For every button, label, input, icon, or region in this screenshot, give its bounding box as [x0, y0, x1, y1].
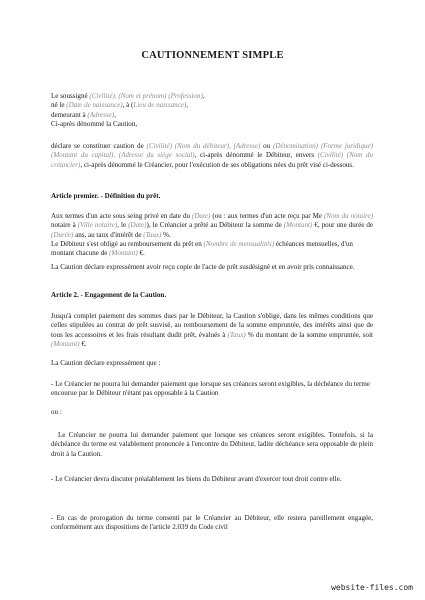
- article-2-paragraph-4: ou :: [51, 408, 62, 416]
- placeholder: (Nom du notaire): [323, 212, 374, 220]
- intro-block: [51, 92, 373, 130]
- article-1-paragraph-2: Le Débiteur s'est obligé au remboursement du prêt en (Nombre de mensualités) échéances mensuelles, d'un montant chacune de (Montant) €.: [51, 240, 353, 258]
- placeholder: (Montant): [283, 221, 313, 230]
- placeholder: (Civilité), (Nom et prénom) (Profession): [89, 92, 203, 100]
- article-1-paragraph-3: La Caution déclare expressément avoir reçu copie de l'acte de prêt susdésigné et en avoir pris connaissance.: [51, 263, 355, 271]
- article-2-paragraph-2: La Caution déclare expressément que :: [51, 359, 161, 367]
- declaration-paragraph: déclare se constituer caution de (Civilité) (Nom du débiteur), (Adresse) ou (Dénomination) (Forme juridique) (Montant du capital), (Adresse du siège social), ci-après dénommé le Débiteur, envers (Civilité) (Nom du créancier), ci-après dénommé le Créancier, pour l'exécution de ses obligations nées du prêt visé ci-dessous.: [51, 142, 374, 169]
- placeholder: (Date de naissance): [66, 101, 123, 110]
- placeholder: (Durée): [51, 230, 74, 239]
- article-1-heading: Article premier. - Définition du prêt.: [51, 192, 161, 200]
- placeholder: (Nombre de mensualités): [203, 240, 275, 248]
- placeholder: (Ville notaire): [77, 221, 118, 230]
- placeholder: (Adresse): [87, 110, 115, 119]
- article-2-paragraph-1: Jusqu'à complet paiement des sommes dues par le Débiteur, la Caution s'oblige, dans les mêmes conditions que celles stipulées au contrat de prêt susvisé, au remboursement de la somme empruntée, des intérêts ainsi que de tous les accessoires et les frais résultant dudit prêt, évalués à (Taux) % du montant de la somme empruntée, soit (Montant) €.: [51, 312, 373, 349]
- placeholder: (Montant): [109, 249, 138, 258]
- article-2-paragraph-7: - En cas de prorogation du terme consenti par le Créancier au Débiteur, elle restera pareillement engagée, conformément aux dispositions de l'article 2.039 du Code civil: [51, 514, 373, 532]
- article-2-paragraph-5: Le Créancier ne pourra lui demander paiement que lorsque ses créances seront exigibles. Toutefois, si la déchéance du terme est valablement prononcée à l'encontre du Débiteur, ladite déchéance sera opposable de plein droit à la Caution.: [51, 431, 373, 458]
- placeholder: (Dénomination) (Forme juridique) (Montant du capital), (Adresse du siège social): [51, 142, 373, 160]
- placeholder: (Taux): [143, 230, 162, 239]
- placeholder: (Date): [191, 212, 211, 220]
- placeholder: (Taux): [227, 330, 246, 339]
- placeholder: (Date): [128, 221, 147, 230]
- placeholder: (Civilité) (Nom du créancier): [51, 151, 374, 169]
- intro-line-2: né le (Date de naissance), à (Lieu de naissance),: [51, 101, 188, 110]
- intro-line-3: demeurant à (Adresse),: [51, 110, 116, 119]
- watermark: website-files.com: [331, 583, 413, 592]
- article-2-heading: Article 2. - Engagement de la Caution.: [51, 291, 167, 299]
- article-2-paragraph-6: - Le Créancier devra discuter préalablement les biens du Débiteur avant d'exercer tout droit contre elle.: [51, 475, 342, 483]
- placeholder: (Civilité) (Nom du débiteur), (Adresse): [146, 142, 261, 150]
- placeholder: (Montant): [51, 340, 80, 349]
- article-1-paragraph-1: Aux termes d'un acte sous seing privé en date du (Date) (ou : aux termes d'un acte reçu par Me (Nom du notaire) notaire à (Ville notaire), le (Date)), le Créancier a prêté au Débiteur la somme de (Montant) €, pour une durée de (Durée) ans, au taux d'intérêt de (Taux) %.: [51, 212, 374, 239]
- intro-line-4: Ci-après dénommé la Caution,: [51, 120, 138, 129]
- article-2-paragraph-3: - Le Créancier ne pourra lui demander paiement que lorsque ses créances seront exigibles, la déchéance du terme encourue par le Débiteur n'étant pas opposable à la Caution: [51, 380, 370, 398]
- intro-line-1: Le soussigné (Civilité), (Nom et prénom) (Profession),: [51, 92, 205, 100]
- document-title: CAUTIONNEMENT SIMPLE: [141, 50, 284, 61]
- placeholder: Lieu de naissance): [133, 101, 187, 110]
